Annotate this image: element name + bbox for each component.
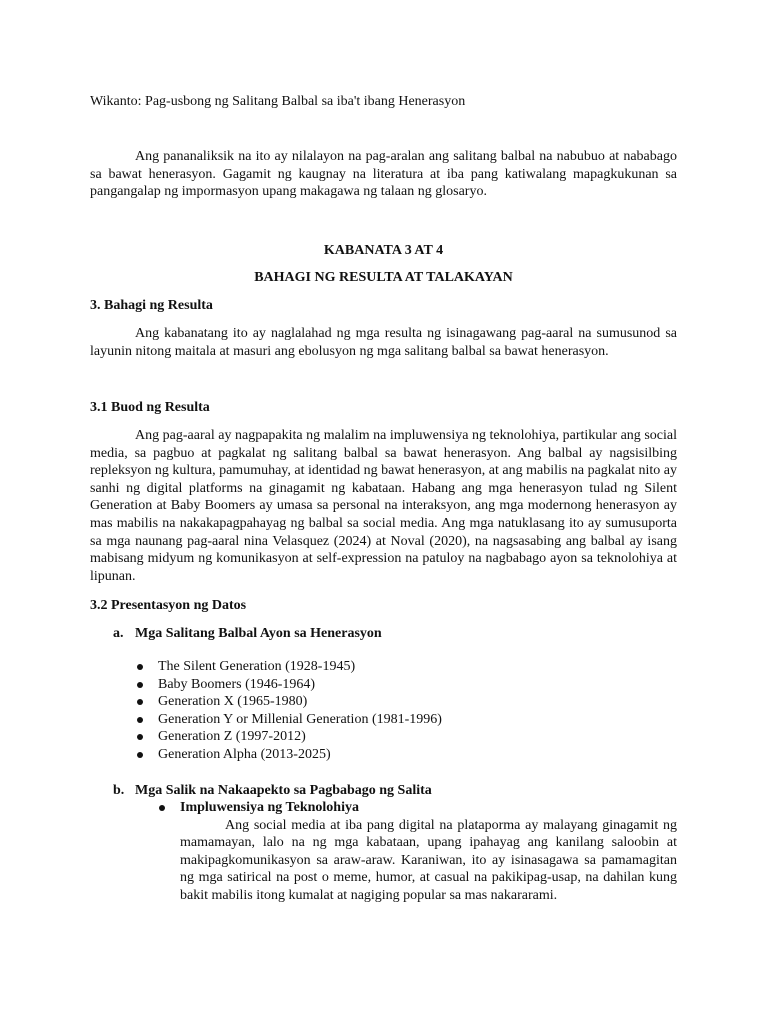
chapter-title: KABANATA 3 AT 4 [323,243,444,258]
section-3-1-heading: 3.1 Buod ng Resulta [90,400,210,415]
list-item: The Silent Generation (1928-1945) [158,658,677,676]
bullet-icon [159,805,165,811]
list-item: Generation X (1965-1980) [158,693,677,711]
list-item: Baby Boomers (1946-1964) [158,676,677,694]
list-item: Generation Alpha (2013-2025) [158,746,677,764]
bullet-icon [137,734,143,740]
subsection-b-title: Mga Salik na Nakaapekto sa Pagbabago ng Salita [135,783,432,798]
generation-list [158,658,677,764]
section-3-2-heading: 3.2 Presentasyon ng Datos [90,598,247,613]
bullet-icon [137,752,143,758]
bullet-icon [137,682,143,688]
intro-paragraph: Ang pananaliksik na ito ay nilalayon na pag-aralan ang salitang balbal na nabubuo at nababago sa bawat henerasyon. Gagamit ng kaugnay na literatura at iba pang katiwalang mapagkukunan sa pangangalap ng impormasyon upang makagawa ng talaan ng glosaryo. [90,149,677,200]
section-3-paragraph: Ang kabanatang ito ay naglalahad ng mga resulta ng isinagawang pag-aaral na sumusunod sa layunin nitong maitala at masuri ang ebolusyon ng mga salitang balbal sa bawat henerasyon. [90,326,677,359]
document-header: Wikanto: Pag-usbong ng Salitang Balbal sa iba't ibang Henerasyon [90,94,466,109]
bullet-icon [137,699,143,705]
subsection-a-title: Mga Salitang Balbal Ayon sa Henerasyon [135,626,382,641]
section-3-heading: 3. Bahagi ng Resulta [90,298,213,313]
list-item: Generation Z (1997-2012) [158,728,677,746]
bullet-icon [137,717,143,723]
subsection-b-marker: b. [113,783,125,798]
subsection-b-heading [113,782,432,800]
technology-influence-block [180,799,677,905]
section-3-1-paragraph: Ang pag-aaral ay nagpapakita ng malalim na impluwensiya ng teknolohiya, partikular ang social media, sa pagbuo at pagkalat ng salitang balbal sa bawat henerasyon. Ang balbal ay nagsisilbing repleksyon ng kultura, pamumuhay, at identidad ng bawat henerasyon, at ang mabilis na pagkalat nito ay sanhi ng digital platforms na ginagamit ng kabataan. Habang ang mga henerasyon tulad ng Silent Generation at Baby Boomers ay umasa sa personal na interaksyon, ang mga modernong henerasyon ay mas mabilis na nakakapagpahayag ng balbal sa social media. Ang mga natuklasang ito ay sumusuporta sa mga naunang pag-aaral nina Velasquez (2024) at Noval (2020), na nagsasabing ang balbal ay isang mabisang midyum ng komunikasyon at self-expression na patuloy na nagbabago ayon sa teknolohiya at lipunan. [90,428,677,584]
list-item: Generation Y or Millenial Generation (1981-1996) [158,711,677,729]
technology-influence-paragraph: Ang social media at iba pang digital na plataporma ay malayang ginagamit ng mamamayan, lalo na ng mga kabataan, upang ipahayag ang kanilang saloobin at makipagkomunikasyon sa araw-araw. Karaniwan, ito ay isinasagawa sa pamamagitan ng mga satirical na post o meme, humor, at casual na pakikipag-usap, na dahilan kung bakit mabilis itong kumalat at nagiging popular sa mas nakararami. [180,817,677,903]
subsection-a-heading [113,625,382,643]
subsection-a-marker: a. [113,626,124,641]
technology-influence-title: Impluwensiya ng Teknolohiya [180,799,677,817]
chapter-subtitle: BAHAGI NG RESULTA AT TALAKAYAN [254,270,513,285]
bullet-icon [137,664,143,670]
